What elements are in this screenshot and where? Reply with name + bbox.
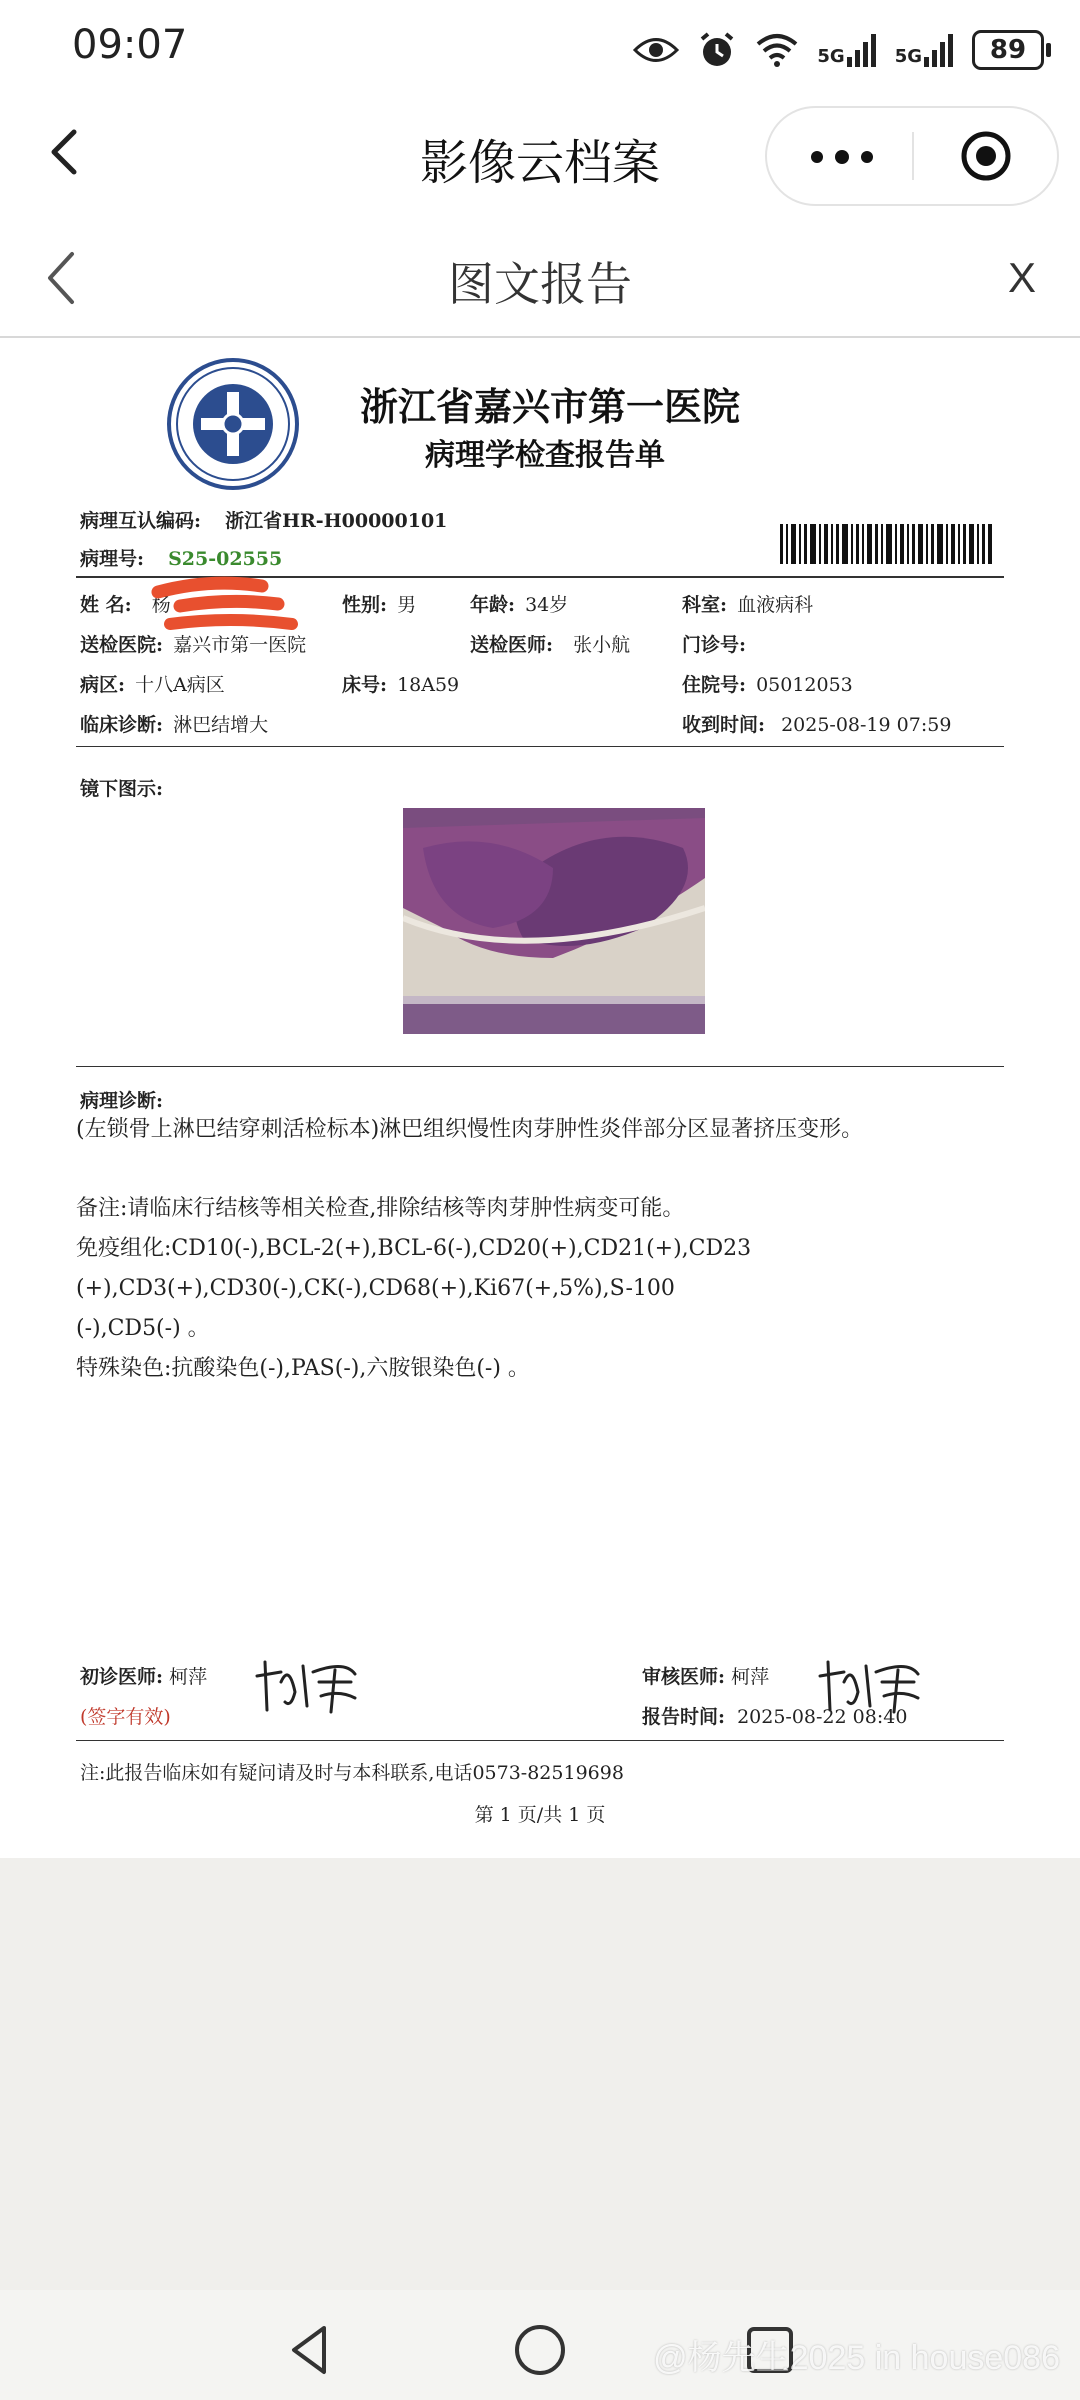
special-stain-text: 特殊染色:抗酸染色(-),PAS(-),六胺银染色(-) 。 <box>76 1356 530 1381</box>
hospital-logo <box>165 356 301 492</box>
path-no-label: 病理号: <box>80 548 145 570</box>
more-dots-icon[interactable] <box>807 150 877 164</box>
clinical-diagnosis-field <box>80 710 268 737</box>
path-no-row <box>80 544 282 571</box>
report-header-title: 图文报告 <box>448 257 632 311</box>
gender-field <box>342 590 416 617</box>
path-diagnosis-text: (左锁骨上淋巴结穿刺活检标本)淋巴组织慢性肉芽肿性炎伴部分区显著挤压变形。 <box>76 1117 864 1142</box>
ward-value: 十八A病区 <box>135 674 225 696</box>
reviewer-value: 柯萍 <box>731 1666 770 1688</box>
sending-hospital-field <box>80 630 306 657</box>
watermark: @杨先生2025 in house086 <box>653 2339 1060 2377</box>
net-label-1: 5G <box>817 46 845 67</box>
signal-1-icon <box>817 33 876 67</box>
inpatient-field <box>682 670 853 697</box>
status-bar <box>0 0 1080 100</box>
alarm-icon <box>697 30 737 70</box>
micro-label: 镜下图示: <box>80 778 164 800</box>
clinical-diagnosis-value: 淋巴结增大 <box>173 714 269 736</box>
name-label: 姓 名: <box>80 594 132 616</box>
report-document <box>0 338 1080 1858</box>
capsule-divider <box>912 132 914 180</box>
sending-hospital-label: 送检医院: <box>80 634 164 656</box>
wifi-icon <box>755 32 799 68</box>
bed-value: 18A59 <box>397 674 460 696</box>
received-time-field <box>682 710 951 737</box>
mutual-code-row <box>80 506 447 533</box>
signature-valid-note: (签字有效) <box>80 1706 171 1728</box>
ihc-line-2: (+),CD3(+),CD30(-),CK(-),CD68(+),Ki67(+,5%),S-100 <box>76 1276 675 1301</box>
nav-home-icon[interactable] <box>510 2320 570 2380</box>
bed-label: 床号: <box>342 674 388 696</box>
inpatient-label: 住院号: <box>682 674 747 696</box>
net-label-2: 5G <box>894 46 922 67</box>
battery-level: 89 <box>989 35 1027 65</box>
dept-value: 血液病科 <box>737 594 814 616</box>
ihc-line-1: 免疫组化:CD10(-),BCL-2(+),BCL-6(-),CD20(+),CD21(+),CD23 <box>76 1236 752 1261</box>
age-value: 34岁 <box>525 594 569 616</box>
status-time: 09:07 <box>72 22 188 68</box>
report-time-label: 报告时间: <box>642 1706 726 1728</box>
clinic-no-label: 门诊号: <box>682 634 747 656</box>
inpatient-value: 05012053 <box>756 674 853 696</box>
app-title: 影像云档案 <box>419 135 660 191</box>
title-bar <box>0 100 1080 210</box>
report-time-value: 2025-08-22 08:40 <box>737 1706 908 1728</box>
age-label: 年龄: <box>470 594 516 616</box>
initial-doctor-field <box>80 1662 207 1689</box>
close-icon[interactable]: X <box>1007 254 1036 301</box>
sending-doctor-label: 送检医师: <box>470 634 554 656</box>
barcode <box>780 524 992 564</box>
mutual-code-value: 浙江省HR-H00000101 <box>225 510 448 532</box>
battery-icon <box>972 30 1044 70</box>
divider-footer <box>76 1740 1004 1741</box>
signal-2-icon <box>895 33 954 67</box>
initial-doctor-label: 初诊医师: <box>80 1666 164 1688</box>
divider-image <box>76 1066 1004 1067</box>
reviewer-field <box>642 1662 769 1689</box>
reviewer-label: 审核医师: <box>642 1666 726 1688</box>
gender-value: 男 <box>397 594 417 616</box>
name-value: 杨 <box>151 594 171 616</box>
path-diagnosis-label: 病理诊断: <box>80 1090 164 1112</box>
age-field <box>470 590 568 617</box>
dept-label: 科室: <box>682 594 728 616</box>
target-icon[interactable] <box>960 130 1012 182</box>
ward-field <box>80 670 225 697</box>
bed-field <box>342 670 459 697</box>
initial-doctor-value: 柯萍 <box>169 1666 208 1688</box>
eye-icon <box>633 35 679 65</box>
sending-doctor-value: 张小航 <box>573 634 631 656</box>
note-text: 备注:请临床行结核等相关检查,排除结核等肉芽肿性病变可能。 <box>76 1196 685 1221</box>
nav-back-icon[interactable] <box>280 2320 340 2380</box>
sending-doctor-field <box>470 630 630 657</box>
ihc-line-3: (-),CD5(-) 。 <box>76 1316 210 1341</box>
dept-field <box>682 590 813 617</box>
hospital-name: 浙江省嘉兴市第一医院 <box>360 384 741 429</box>
received-time-label: 收到时间: <box>682 714 766 736</box>
report-title: 病理学检查报告单 <box>425 438 665 473</box>
report-header <box>0 210 1080 338</box>
status-icons <box>633 24 1044 76</box>
divider-info <box>76 746 1004 747</box>
gender-label: 性别: <box>342 594 388 616</box>
redaction-mark <box>150 576 300 636</box>
clinical-diagnosis-label: 临床诊断: <box>80 714 164 736</box>
footer-note: 注:此报告临床如有疑问请及时与本科联系,电话0573-82519698 <box>80 1762 624 1784</box>
initial-doctor-signature <box>255 1652 365 1716</box>
miniprogram-capsule <box>765 106 1059 206</box>
sending-hospital-value: 嘉兴市第一医院 <box>173 634 307 656</box>
page-info: 第 1 页/共 1 页 <box>474 1804 606 1826</box>
received-time-value: 2025-08-19 07:59 <box>781 714 952 736</box>
report-time-field <box>642 1702 907 1729</box>
path-no-value: S25-02555 <box>168 548 283 570</box>
ward-label: 病区: <box>80 674 126 696</box>
clinic-no-field <box>682 630 746 657</box>
microscope-image <box>403 808 705 1034</box>
mutual-code-label: 病理互认编码: <box>80 510 202 532</box>
